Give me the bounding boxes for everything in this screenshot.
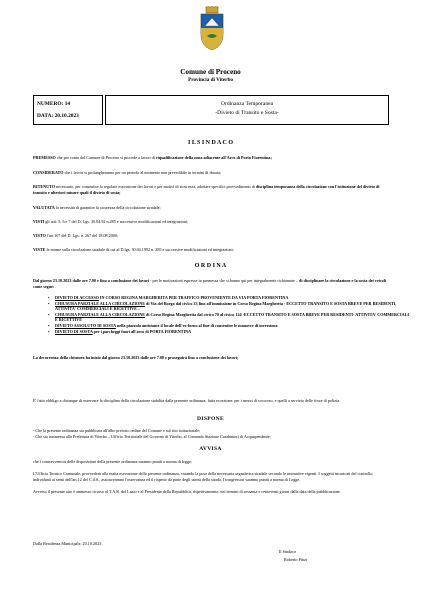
province-name: Provincia di Viterbo: [188, 77, 233, 83]
ordina-list: [33, 295, 411, 334]
ritenuto-paragraph: [33, 184, 389, 195]
avvisa-heading: AVVISA: [199, 446, 222, 452]
list-item-label: DIVIETO ASSOLUTO DI SOSTA: [55, 322, 116, 328]
ordina-intro: [33, 278, 389, 289]
signer-name: Roberto Pinzi: [284, 557, 308, 562]
avvisa-item-3: Avverso il presente atto è ammesso ricorso al T.A.R. del Lazio e al Presidente della Repubblica, rispettivamente, nei termini di sessanta e centoventi giorni dalla data della pubblicazione.: [33, 489, 341, 494]
ordina-intro-bold2: di disciplinare la circolazione e la sosta dei veicoli come segue:: [33, 278, 387, 289]
list-item-text: per i parcheggi fuori all'arco di PORTA FIORENTINA: [92, 328, 192, 334]
valutata-text: la necessità di garantire la sicurezza della circolazione stradale;: [54, 205, 161, 210]
premesso-paragraph: [33, 155, 389, 161]
visti-lead: VISTI: [33, 219, 45, 224]
valutata-paragraph: [33, 205, 389, 211]
list-item-label: DIVIETO DI ACCESSO: [55, 295, 99, 300]
viste-lead: VISTE: [33, 247, 46, 252]
list-item-label: DIVIETO DI SOSTA: [55, 328, 93, 334]
ordinance-subject: -Divieto di Transito e Sosta-: [215, 110, 279, 116]
viste-paragraph: [33, 247, 389, 253]
signer-title: Il Sindaco: [279, 549, 297, 554]
list-item-label: CHIUSURA PARZIALE ALLA CIRCOLAZIONE: [55, 311, 145, 317]
avvisa-item-1: che i contravventori delle disposizioni della presente ordinanza saranno puniti a norma di legge;: [33, 459, 193, 464]
ordinance-date: DATA: 20.10.2023: [37, 113, 79, 119]
list-item-text: nella piazzola antistante il locale dell'ex-forno al fine di consentire le manovre di inversione.: [115, 322, 279, 328]
list-item-label: CHIUSURA PARZIALE ALLA CIRCOLAZIONE: [55, 300, 145, 306]
valutata-lead: VALUTATA: [33, 205, 55, 210]
visti-paragraph: [33, 219, 389, 225]
visto-text: l'art.107 del D. Lgs. n. 267 del 18.08.2000;: [45, 233, 119, 238]
ordinance-number-box: [33, 95, 103, 125]
list-item: [55, 329, 411, 335]
ordinance-number: NUMERO: 14: [37, 101, 71, 107]
premesso-text: che per conto del Comune di Proceno si procede a lavori di: [55, 155, 156, 160]
list-item-text: di Corso Regina Margherita dal civico 70 al civico 124 -ECCETTO TRANSITO E SOSTA BREVE PER RESIDENTI- ATTIVITA' COMMERCIALI E RICETTIVE: [55, 311, 409, 323]
list-item-text: IN CORSO REGINA MARGHERITA PER TRAFFICO PROVENIENTE DA VIA PORTA FIORENTINA: [98, 295, 289, 300]
visti-text: gli artt. 5, 6 e 7 del D. Lgs. 30.04.92 n.285 e successive modificazioni ed integrazioni;: [44, 219, 189, 224]
considerato-lead: CONSIDERATO: [33, 170, 64, 175]
dispone-item-2: - Che sia trasmessa alla Prefettura di Viterbo – Ufficio Territoriale del Governo di Viterbo, al Comando Stazione Carabinieri di Acquapendente;: [33, 434, 271, 439]
place-date: Dalla Residenza Municipale, 20.10.2023: [33, 541, 102, 546]
ordinance-title-box: [105, 95, 389, 125]
premesso-bold: riqualificazione della zona adiacente all'Arco di Porta Fiorentina;: [155, 155, 272, 160]
dispone-item-1: - Che la presente ordinanza sia pubblicata all'albo pretorio online del Comune e sul sito istituzionale;: [33, 428, 201, 433]
viste-text: le norme sulla circolazione stradale di cui al D.lgs. 30.04.1992 n. 285 e successive modificazioni ed integrazioni;: [45, 247, 234, 252]
obbligo-paragraph: E' fatto obbligo a chiunque di osservare la disciplina della circolazione stabilita dalla presente ordinanza, fatta eccezione, per i mezzi di soccorso, e quelli a servizio delle forze di polizia.: [33, 398, 341, 403]
ordina-heading: O R D I N A: [194, 263, 227, 269]
municipal-crest-icon: [197, 6, 227, 52]
municipality-name: Comune di Proceno: [180, 68, 241, 76]
ordinance-type: Ordinanza Temporanea: [220, 101, 274, 107]
visto-lead: VISTO: [33, 233, 46, 238]
dispone-heading: DISPONE: [197, 416, 224, 422]
ordina-intro-text: - per le motivazioni espresse in premessa che si hanno qui per integralmente richiamate –: [149, 278, 300, 283]
ritenuto-lead: RITENUTO: [33, 184, 56, 189]
ordina-intro-bold: Dal giorno 23.10.2023 dalle ore 7.00 e fino a conclusione dei lavori: [33, 278, 150, 283]
premesso-lead: PREMESSO: [33, 155, 56, 160]
avvisa-item-2: L'Ufficio Tecnico Comunale, provvederà alla esatta esecuzione della presente ordinanza, curando la posa della necessaria segnaletica stradale secondo le normative vigenti. I soggetti incaricati del controllo, individuati ai sensi dell'art.12 del C.d.S., assicureranno l'osservanza ed il rispetto da parte degli utenti della strada. I trasgressori saranno puniti a norma di Legge.: [33, 471, 374, 482]
decorrenza-paragraph: La decorrenza della chiusura ha inizio dal giorno 23.10.2023 dalle ore 7.00 e proseguirà fino a conclusione dei lavori;: [33, 355, 239, 360]
ritenuto-text: necessario, per consentire la regolare esecuzione dei lavori e per motivi di sicurezza, adottare specifici provvedimenti di: [55, 184, 256, 189]
ritenuto-bold: disciplina temporanea della circolazione con l'istituzione del divieto di transito e ulteriori misure quali il divieto di sosta;: [33, 184, 380, 195]
sindaco-heading: I L S I N D A C O: [187, 140, 233, 146]
considerato-text: che i lavori si prolungheranno per un periodo al momento non prevedibile in termini di durata;: [63, 170, 221, 175]
list-item: [55, 301, 411, 312]
visto-paragraph: [33, 233, 389, 239]
list-item-text: di Via del Borgo dal civico 33 fino all'immissione in Corso Regina Margherita - ECCETTO TRANSITO E SOSTA BREVE PER RESIDENTI, ATTIVITA' COMMERCIALI E RICETTIVE –: [55, 300, 397, 312]
list-item: [55, 312, 411, 323]
considerato-paragraph: [33, 170, 389, 176]
